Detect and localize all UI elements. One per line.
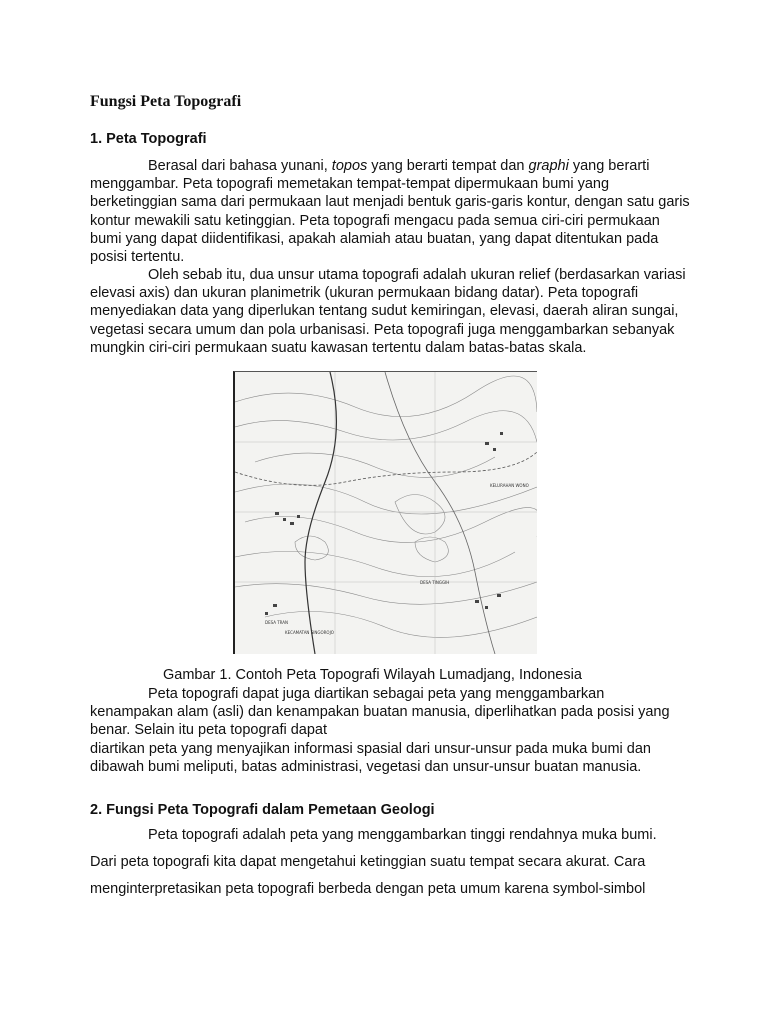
para-text: Peta topografi dapat juga diartikan sebagai peta yang menggambarkan kenampakan alam (asli) dan kenampakan buatan manusia, diperlihatkan pada posisi yang benar. Selain itu peta topografi dapat	[90, 686, 670, 739]
after-figure-paragraph-1	[90, 685, 690, 740]
after-figure-paragraph-2: diartikan peta yang menyajikan informasi spasial dari unsur-unsur pada muka bumi dan dibawah bumi meliputi, batas administrasi, vegetasi dan unsur-unsur buatan manusia.	[90, 741, 651, 776]
map-label-desa-tinggih: DESA TINGGIH	[420, 580, 450, 585]
topographic-map-image	[233, 371, 537, 654]
para-text: Peta topografi adalah peta yang menggambarkan tinggi rendahnya muka bumi.	[148, 827, 657, 843]
section-1-heading: 1. Peta Topografi	[90, 131, 207, 147]
figure-caption: Gambar 1. Contoh Peta Topografi Wilayah Lumadjang, Indonesia	[163, 667, 582, 683]
para-text: Dari peta topografi kita dapat mengetahui ketinggian suatu tempat secara akurat. Cara menginterpretasikan peta topografi berbeda dengan peta umum karena symbol-simbol	[90, 854, 646, 897]
italic-word-topos: topos	[331, 158, 368, 174]
para-text: Oleh sebab itu, dua unsur utama topografi adalah ukuran relief (berdasarkan variasi elevasi axis) dan ukuran planimetrik (ukuran permukaan bidang datar). Peta topografi menyediakan data yang diperlukan tentang sudut kemiringan, elevasi, daerah aliran sungai, vegetasi secara umum dan pola urbanisasi. Peta topografi juga menggambarkan sebanyak mungkin ciri-ciri permukaan suatu kawasan tertentu dalam batas-batas skala.	[90, 267, 686, 356]
section-1-paragraph-1	[90, 157, 690, 266]
map-drawing	[235, 372, 537, 654]
italic-word-graphi: graphi	[528, 158, 569, 174]
document-title: Fungsi Peta Topografi	[90, 93, 242, 110]
section-2-paragraph	[90, 822, 690, 903]
para-text: yang berarti	[568, 158, 650, 174]
map-label-kecamatan: KECAMATAN SINGOROJO	[285, 630, 334, 635]
para-text: menggambar. Peta topografi memetakan tempat-tempat dipermukaan bumi yang berketinggian sama dari permukaan laut menjadi bentuk garis-garis kontur, dengan satu garis kontur mewakili satu ketinggian. Peta topografi mengacu pada semua ciri-ciri permukaan bumi yang dapat diidentifikasi, apakah alamiah atau buatan, yang dapat ditentukan pada posisi tertentu.	[90, 176, 690, 266]
para-text: Berasal dari bahasa yunani,	[148, 158, 332, 174]
map-label-desa-tran: DESA TRAN	[265, 620, 289, 625]
section-2-heading: 2. Fungsi Peta Topografi dalam Pemetaan Geologi	[90, 802, 435, 818]
section-1-paragraph-2	[90, 266, 690, 357]
para-text: yang berarti tempat dan	[367, 158, 529, 174]
map-label-kelurahan: KELURAHAN WONO	[490, 483, 529, 488]
